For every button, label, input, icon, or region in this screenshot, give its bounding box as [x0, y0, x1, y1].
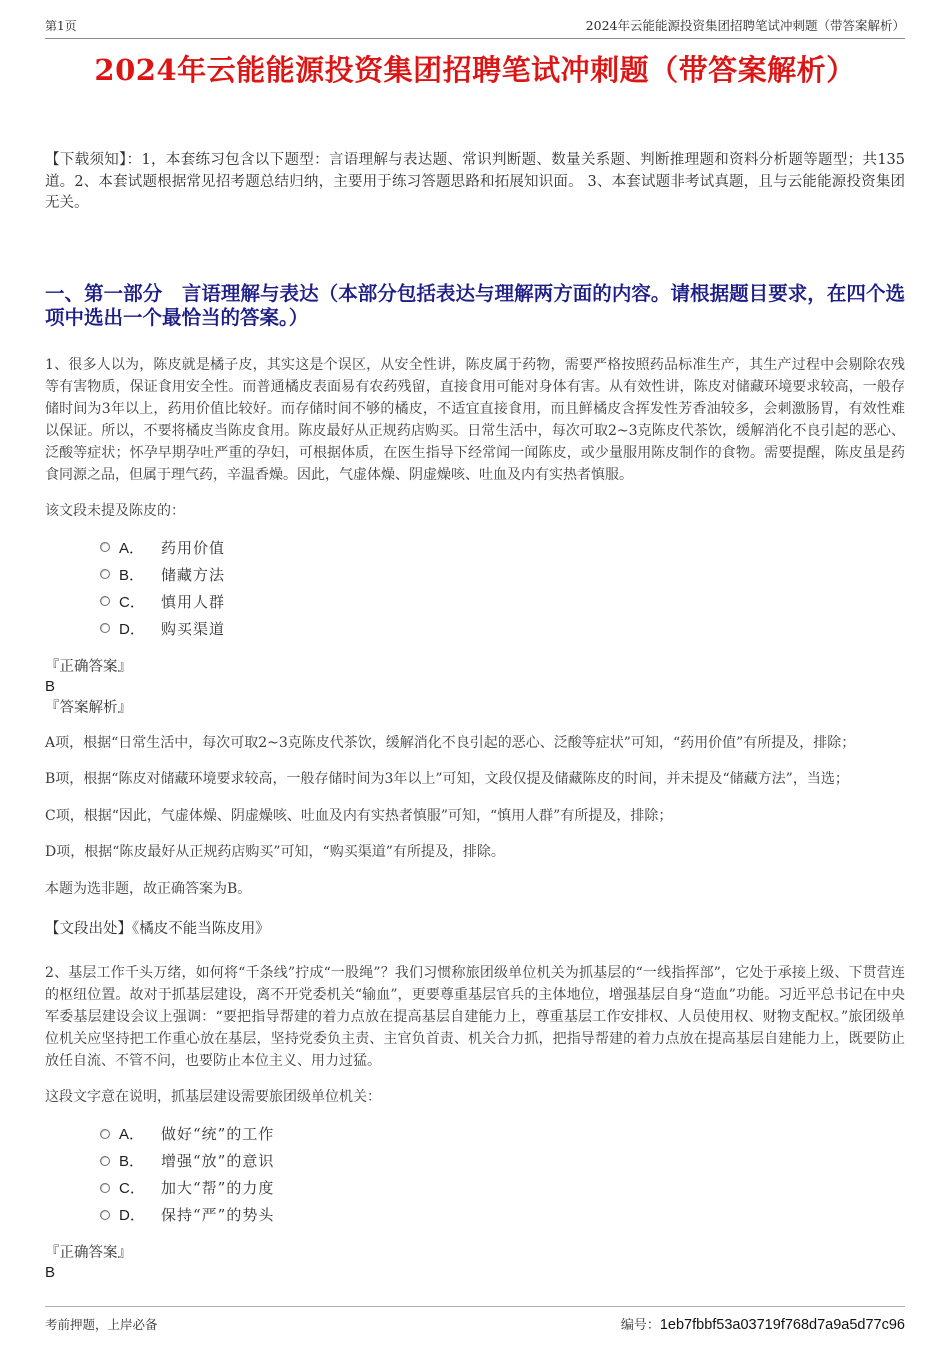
correct-answer-value: B — [45, 1264, 56, 1281]
option-text: 做好“统”的工作 — [161, 1125, 275, 1143]
option-text: 慎用人群 — [161, 592, 226, 611]
option-letter: C． — [119, 593, 145, 611]
radio-button[interactable] — [100, 596, 110, 606]
passage-source: 【文段出处】《橘皮不能当陈皮用》 — [45, 921, 270, 937]
analysis-paragraph-d: D项，根据“陈皮最好从正规药店购买”可知，“购买渠道”有所提及，排除。 — [45, 844, 505, 860]
option-row-d[interactable] — [100, 1201, 905, 1228]
option-letter: A． — [119, 1126, 145, 1143]
analysis-paragraph-c: C项，根据“因此，气虚体燥、阴虚燥咳、吐血及内有实热者慎服”可知，“慎用人群”有所提及，排除； — [45, 807, 673, 824]
question-stem: 这段文字意在说明，抓基层建设需要旅团级单位机关： — [45, 1089, 381, 1105]
option-row-a[interactable] — [100, 1120, 905, 1147]
option-letter: D． — [119, 620, 145, 638]
radio-button[interactable] — [100, 1183, 110, 1193]
option-text: 保持“严”的势头 — [161, 1206, 275, 1224]
footer-serial-label: 编号： — [620, 1318, 660, 1333]
option-letter: A． — [119, 539, 145, 557]
radio-button[interactable] — [100, 1129, 110, 1139]
question-body: 1、很多人以为，陈皮就是橘子皮，其实这是个误区，从安全性讲，陈皮属于药物，需要严格按照药品标准生产，其生产过程中会剔除农残等有害物质，保证食用安全性。而普通橘皮表面易有农药残留，直接食用可能对身体有害。从有效性讲，陈皮对储藏环境要求较高，一般存储时间为3年以上，药用价值比较好。而存储时间不够的橘皮，不适宜直接食用，而且鲜橘皮含挥发性芳香油较多，会刺激肠胃，有效性难以保证。所以，不要将橘皮当陈皮食用。陈皮最好从正规药店购买。日常生活中，每次可取2~3克陈皮代茶饮，缓解消化不良引起的恶心、泛酸等症状；怀孕早期孕吐严重的孕妇，可根据体质，在医生指导下经常闻一闻陈皮，或少量服用陈皮制作的食物。需要提醒，陈皮虽是药食同源之品，但属于理气药，辛温香燥。因此，气虚体燥、阴虚燥咳、吐血及内有实热者慎服。 — [45, 356, 905, 483]
page-footer — [45, 1306, 905, 1333]
analysis-paragraph-b: B项，根据“陈皮对储藏环境要求较高，一般存储时间为3年以上”可知，文段仅提及储藏陈皮的时间，并未提及“储藏方法”，当选； — [45, 771, 849, 787]
option-letter: D． — [119, 1207, 145, 1224]
question-body: 2、基层工作千头万绪，如何将“千条线”拧成“一股绳”？我们习惯称旅团级单位机关为抓基层的“一线指挥部”，它处于承接上级、下贯营连的枢纽位置。故对于抓基层建设，离不开党委机关“输血”，更要尊重基层官兵的主体地位，增强基层自身“造血”功能。习近平总书记在中央军委基层建设会议上强调：“要把指导帮建的着力点放在提高基层自建能力上，尊重基层工作安排权、人员使用权、财物支配权。”旅团级单位机关应坚持把工作重心放在基层，坚持党委负主责、主官负首责、机关合力抓，把指导帮建的着力点放在提高基层自建能力上，既要防止放任自流、不管不问，也要防止本位主义、用力过猛。 — [45, 965, 905, 1069]
correct-answer-value: B — [45, 677, 56, 695]
option-text: 储藏方法 — [161, 565, 226, 584]
radio-button[interactable] — [100, 542, 110, 552]
section-heading: 一、第一部分 言语理解与表达（本部分包括表达与理解两方面的内容。请根据题目要求，在四个选项中选出一个最恰当的答案。） — [45, 281, 905, 329]
radio-button[interactable] — [100, 569, 110, 579]
option-text: 加大“帮”的力度 — [161, 1179, 275, 1197]
document-title: 2024年云能能源投资集团招聘笔试冲刺题（带答案解析） — [94, 53, 856, 87]
option-letter: C． — [119, 1180, 145, 1197]
option-letter: B． — [119, 1153, 145, 1170]
correct-answer-label: 『正确答案』 — [45, 1245, 132, 1261]
question-stem: 该文段未提及陈皮的： — [45, 502, 185, 519]
answer-block — [45, 1243, 905, 1283]
option-row-c[interactable] — [100, 588, 905, 615]
analysis-label: 『答案解析』 — [45, 699, 132, 716]
footer-serial-value: 1eb7fbbf53a03719f768d7a9a5d77c96 — [659, 1317, 905, 1333]
options-list — [100, 1120, 905, 1228]
option-row-a[interactable] — [100, 534, 905, 561]
option-row-d[interactable] — [100, 615, 905, 642]
answer-block — [45, 657, 905, 718]
question-1 — [45, 354, 905, 939]
option-text: 增强“放”的意识 — [161, 1152, 275, 1170]
radio-button[interactable] — [100, 1210, 110, 1220]
analysis-paragraph-a: A项，根据“日常生活中，每次可取2~3克陈皮代茶饮，缓解消化不良引起的恶心、泛酸等症状”可知，“药用价值”有所提及，排除； — [45, 734, 856, 751]
analysis-conclusion: 本题为选非题，故正确答案为B。 — [45, 880, 252, 897]
option-row-c[interactable] — [100, 1174, 905, 1201]
option-row-b[interactable] — [100, 1147, 905, 1174]
option-row-b[interactable] — [100, 561, 905, 588]
page-header — [45, 0, 905, 39]
footer-slogan: 考前押题，上岸必备 — [45, 1317, 158, 1332]
header-doc-title: 2024年云能能源投资集团招聘笔试冲刺题（带答案解析） — [585, 18, 905, 33]
radio-button[interactable] — [100, 1156, 110, 1166]
radio-button[interactable] — [100, 623, 110, 633]
correct-answer-label: 『正确答案』 — [45, 658, 132, 675]
question-2 — [45, 962, 905, 1283]
page-number: 第1页 — [45, 19, 77, 33]
option-text: 购买渠道 — [161, 619, 226, 638]
options-list — [100, 534, 905, 642]
footer-serial — [621, 1314, 905, 1333]
download-notice: 【下载须知】：1，本套练习包含以下题型：言语理解与表达题、常识判断题、数量关系题、判断推理题和资料分析题等题型；共135道。2、本套试题根据常见招考题总结归纳，主要用于练习答题思路和拓展知识面。 3、本套试题非考试真题，且与云能能源投资集团无关。 — [45, 152, 905, 211]
option-text: 药用价值 — [161, 538, 226, 557]
option-letter: B． — [119, 566, 145, 584]
